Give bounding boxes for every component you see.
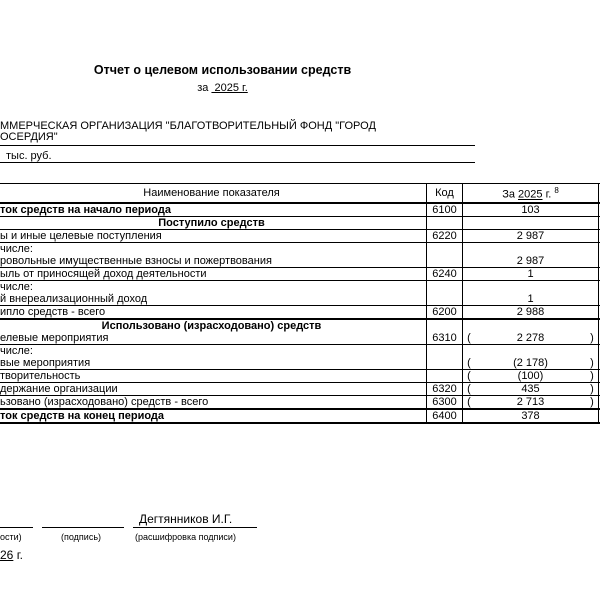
header-period-year: 2025 xyxy=(518,188,543,201)
table-header-row xyxy=(0,184,600,204)
table-row xyxy=(0,306,600,320)
open-paren: ( xyxy=(467,370,471,382)
table-row xyxy=(0,370,600,383)
row-code: 6310 xyxy=(427,319,463,345)
header-period-note: 8 xyxy=(554,186,559,196)
row-name-text: вые мероприятия xyxy=(0,357,91,369)
position-line xyxy=(0,527,33,528)
row-code xyxy=(427,217,463,230)
table-row xyxy=(0,345,600,370)
row-value-cell xyxy=(463,319,599,345)
row-name xyxy=(0,306,427,320)
row-name-text: ьзовано (израсходовано) средств - всего xyxy=(0,396,209,408)
close-paren: ) xyxy=(590,383,594,395)
row-value-cell xyxy=(463,345,599,370)
row-value-cell xyxy=(463,306,599,320)
row-code: 6300 xyxy=(427,396,463,410)
close-paren: ) xyxy=(590,332,594,344)
row-code xyxy=(427,345,463,370)
row-value: 1 xyxy=(527,268,534,280)
period-suffix: г. xyxy=(242,82,248,94)
row-name-text: ы и иные целевые поступления xyxy=(0,230,162,242)
date-year: 26 xyxy=(0,548,14,562)
row-code: 6100 xyxy=(427,203,463,217)
row-name-text: творительность xyxy=(0,370,81,382)
unit-label: тыс. руб. xyxy=(6,150,52,162)
row-name xyxy=(0,268,427,281)
signature-caption: (подпись) xyxy=(61,532,102,542)
row-name-text: ипло средств - всего xyxy=(0,306,106,318)
row-name xyxy=(0,409,427,423)
row-name-text: ток средств на начало периода xyxy=(0,204,171,216)
sign-date xyxy=(0,548,23,562)
header-period xyxy=(463,184,599,204)
period-year: 2025 xyxy=(214,82,239,94)
row-name xyxy=(0,319,427,345)
organization-name xyxy=(0,121,376,143)
row-value-cell xyxy=(463,396,599,410)
row-value: 2 713 xyxy=(516,396,545,408)
table-row xyxy=(0,281,600,306)
row-code xyxy=(427,370,463,383)
row-value-cell xyxy=(463,217,599,230)
table-row xyxy=(0,396,600,410)
row-name-prefix: числе: xyxy=(0,243,33,255)
row-code: 6240 xyxy=(427,268,463,281)
row-value-cell xyxy=(463,203,599,217)
open-paren: ( xyxy=(467,396,471,408)
row-name xyxy=(0,230,427,243)
row-name-text: елевые мероприятия xyxy=(0,332,109,344)
row-code: 6320 xyxy=(427,383,463,396)
report-title: Отчет о целевом использовании средств xyxy=(93,63,352,77)
row-name xyxy=(0,243,427,268)
row-value: 2 987 xyxy=(516,255,545,267)
name-caption: (расшифровка подписи) xyxy=(135,532,236,542)
table-row xyxy=(0,243,600,268)
table-row xyxy=(0,203,600,217)
report-period xyxy=(0,82,445,94)
row-name xyxy=(0,396,427,410)
row-name xyxy=(0,370,427,383)
row-value: 1 xyxy=(527,293,534,305)
row-value: (2 178) xyxy=(513,357,548,369)
row-name-text: ыль от приносящей доход деятельности xyxy=(0,268,207,280)
row-value: 103 xyxy=(521,204,540,216)
row-value: 2 278 xyxy=(516,332,545,344)
row-name-text: ток средств на конец периода xyxy=(0,410,165,422)
row-value-cell xyxy=(463,230,599,243)
header-period-prefix: За xyxy=(502,188,515,201)
row-value: (100) xyxy=(517,370,544,382)
open-paren: ( xyxy=(467,357,471,369)
row-name-text: ровольные имущественные взносы и пожертвования xyxy=(0,255,272,267)
row-value: 2 988 xyxy=(516,306,545,318)
table-row xyxy=(0,409,600,423)
table-row xyxy=(0,230,600,243)
period-prefix: за xyxy=(197,82,209,94)
row-code: 6200 xyxy=(427,306,463,320)
close-paren: ) xyxy=(590,370,594,382)
row-name xyxy=(0,383,427,396)
close-paren: ) xyxy=(590,396,594,408)
signatory-name: Дегтянников И.Г. xyxy=(139,512,233,526)
row-value: 2 987 xyxy=(516,230,545,242)
row-code: 6400 xyxy=(427,409,463,423)
open-paren: ( xyxy=(467,383,471,395)
row-value: 378 xyxy=(521,410,540,422)
table-row xyxy=(0,268,600,281)
open-paren: ( xyxy=(467,332,471,344)
report-table xyxy=(0,183,600,424)
row-name-prefix: числе: xyxy=(0,281,33,293)
row-code: 6220 xyxy=(427,230,463,243)
section-title: Поступило средств xyxy=(158,217,265,229)
signature-line xyxy=(42,527,124,528)
org-line-1: ММЕРЧЕСКАЯ ОРГАНИЗАЦИЯ "БЛАГОТВОРИТЕЛЬНЫЙ ФОНД "ГОРОД xyxy=(0,120,376,132)
row-value-cell xyxy=(463,370,599,383)
row-name xyxy=(0,203,427,217)
unit-underline xyxy=(0,162,475,163)
row-name xyxy=(0,345,427,370)
org-underline xyxy=(0,145,475,146)
header-period-suffix: г. xyxy=(545,188,552,201)
row-code xyxy=(427,243,463,268)
close-paren: ) xyxy=(590,357,594,369)
row-name xyxy=(0,281,427,306)
org-line-2: ОСЕРДИЯ" xyxy=(0,131,58,143)
section-title: Использовано (израсходовано) средств xyxy=(101,320,322,332)
row-name-text: держание организации xyxy=(0,383,118,395)
row-value-cell xyxy=(463,383,599,396)
row-name-text: й внереализационный доход xyxy=(0,293,148,305)
header-code: Код xyxy=(427,184,463,204)
row-value-cell xyxy=(463,409,599,423)
table-row xyxy=(0,319,600,345)
row-value-cell xyxy=(463,243,599,268)
row-value-cell xyxy=(463,268,599,281)
name-line xyxy=(133,527,257,528)
header-name: Наименование показателя xyxy=(0,184,427,204)
position-caption: ости) xyxy=(0,532,22,542)
row-code xyxy=(427,281,463,306)
row-value: 435 xyxy=(521,383,540,395)
date-suffix: г. xyxy=(16,548,23,562)
row-name-prefix: числе: xyxy=(0,345,33,357)
table-row xyxy=(0,217,600,230)
table-row xyxy=(0,383,600,396)
row-value-cell xyxy=(463,281,599,306)
row-name xyxy=(0,217,427,230)
